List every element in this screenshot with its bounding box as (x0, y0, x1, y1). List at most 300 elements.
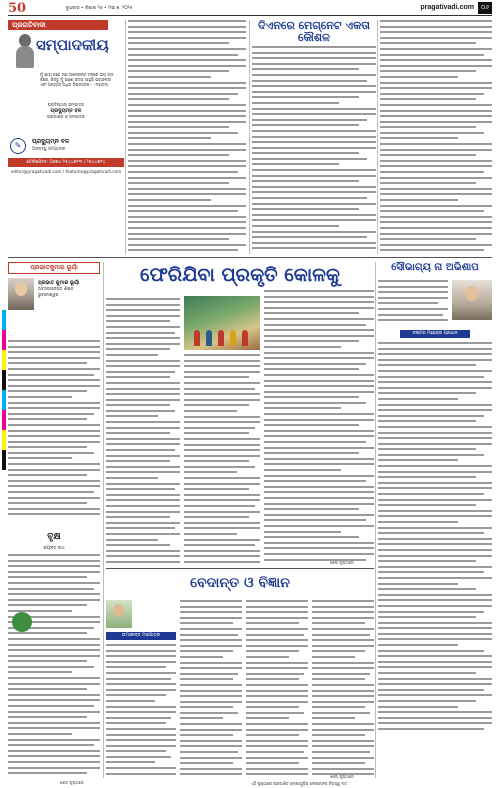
text-line (380, 165, 492, 167)
text-line (378, 409, 492, 411)
text-line (252, 108, 376, 110)
text-line (312, 606, 374, 608)
text-line (264, 413, 374, 415)
text-line (8, 711, 100, 713)
text-line (380, 98, 476, 100)
text-line (378, 291, 448, 293)
text-line (380, 42, 476, 44)
column3-body (252, 46, 376, 252)
text-line (378, 700, 476, 702)
column-divider (377, 20, 378, 254)
text-line (128, 227, 246, 229)
text-line (378, 487, 492, 489)
text-line (252, 225, 339, 227)
text-line (106, 371, 175, 373)
text-line (380, 193, 492, 195)
text-line (8, 688, 87, 690)
text-line (106, 376, 170, 378)
text-line (264, 503, 374, 505)
text-line (180, 723, 242, 725)
text-line (180, 600, 242, 602)
text-line (378, 728, 484, 730)
text-line (264, 525, 374, 527)
text-line (312, 712, 370, 714)
article1-author-photo (8, 278, 34, 310)
text-line (8, 727, 100, 729)
text-line (246, 745, 308, 747)
text-line (8, 513, 100, 515)
text-line (378, 515, 492, 517)
text-line (252, 231, 376, 233)
text-line (264, 519, 366, 521)
text-line (378, 493, 484, 495)
phone-bar: ଟେଲିଫୋନ: ୦୬୭୪-୨୫୪୪୭୧୩ / ୨୫୪୪୭୧୪ (8, 158, 124, 167)
text-line (380, 87, 492, 89)
text-line (252, 124, 359, 126)
article4-body-col2 (180, 600, 242, 778)
text-line (246, 757, 308, 759)
text-line (180, 751, 238, 753)
text-line (378, 308, 448, 310)
text-line (378, 454, 484, 456)
text-line (8, 430, 100, 432)
text-line (106, 449, 175, 451)
text-line (264, 419, 374, 421)
text-line (184, 544, 255, 546)
text-line (378, 588, 476, 590)
text-line (380, 26, 492, 28)
text-line (378, 633, 492, 635)
text-line (128, 82, 246, 84)
text-line (184, 371, 260, 373)
article4-title: ବେଦାନ୍ତ ଓ ବିଜ୍ଞାନ (190, 575, 290, 591)
text-line (106, 438, 180, 440)
text-line (312, 673, 370, 675)
text-line (106, 644, 176, 646)
date-line: ବୁଧବାର • ବିଶାଖ ୨୬ • ମଇ ୭, ୨୦୨୫ (66, 6, 133, 11)
text-line (252, 136, 376, 138)
text-line (184, 511, 260, 513)
text-line (378, 689, 484, 691)
text-line (180, 695, 242, 697)
text-line (378, 280, 448, 282)
text-line (8, 632, 87, 634)
text-line (264, 385, 374, 387)
text-line (246, 656, 289, 658)
text-line (180, 684, 242, 686)
text-line (312, 667, 374, 669)
text-line (378, 432, 492, 434)
text-line (184, 444, 260, 446)
text-line (8, 683, 100, 685)
text-line (8, 560, 100, 562)
column-divider (375, 262, 376, 778)
text-line (180, 729, 242, 731)
text-line (184, 539, 260, 541)
text-line (106, 700, 155, 702)
text-line (128, 31, 246, 33)
text-line (106, 477, 158, 479)
text-line (378, 650, 484, 652)
text-line (380, 76, 458, 78)
text-line (378, 448, 476, 450)
text-line (106, 304, 180, 306)
text-line (378, 555, 492, 557)
text-line (106, 388, 180, 390)
text-line (8, 571, 100, 573)
text-line (106, 471, 180, 473)
text-line (128, 154, 229, 156)
text-line (106, 427, 180, 429)
text-line (378, 398, 458, 400)
text-line (8, 755, 100, 757)
text-line (252, 208, 359, 210)
text-line (106, 399, 180, 401)
text-line (264, 340, 359, 342)
article4-author-photo (106, 600, 132, 628)
text-line (252, 152, 359, 154)
text-line (106, 533, 180, 535)
text-line (128, 216, 246, 218)
text-line (378, 638, 492, 640)
text-line (312, 729, 374, 731)
text-line (106, 455, 180, 457)
text-line (378, 348, 492, 350)
text-line (264, 380, 374, 382)
text-line (184, 460, 249, 462)
text-line (180, 740, 242, 742)
text-line (184, 505, 255, 507)
text-line (180, 701, 242, 703)
text-line (378, 616, 476, 618)
text-line (252, 96, 359, 98)
text-line (180, 678, 233, 680)
text-line (106, 650, 176, 652)
text-line (106, 522, 180, 524)
text-line (8, 340, 100, 342)
text-line (106, 432, 170, 434)
text-line (128, 171, 238, 173)
text-line (106, 421, 180, 423)
text-line (184, 421, 260, 423)
text-line (246, 667, 308, 669)
text-line (380, 160, 492, 162)
text-line (106, 365, 180, 367)
text-line (128, 177, 246, 179)
founder-name: ପ୍ରଦ୍ୟୁମ୍ନ ବଳ (50, 108, 82, 114)
text-line (128, 244, 246, 246)
text-line (264, 407, 341, 409)
text-line (106, 404, 170, 406)
website-link[interactable]: pragativadi.com (420, 4, 474, 11)
article4-continued: ଶେଷ ପୃଷ୍ଠାରେ (330, 774, 354, 779)
article4-author: ଉମାକାନ୍ତ ମହାପାତ୍ର (106, 632, 176, 640)
article3-continued: ଶେଷ ପୃଷ୍ଠାରେ (60, 780, 84, 785)
text-line (8, 638, 100, 640)
text-line (264, 312, 359, 314)
text-line (380, 93, 484, 95)
text-line (184, 388, 255, 390)
text-line (378, 359, 492, 361)
text-line (184, 382, 260, 384)
text-line (106, 460, 170, 462)
text-line (380, 20, 492, 22)
text-line (8, 435, 100, 437)
text-line (312, 701, 374, 703)
text-line (106, 745, 176, 747)
text-line (252, 147, 376, 149)
text-line (312, 617, 374, 619)
text-line (184, 527, 260, 529)
text-line (380, 31, 492, 33)
text-line (8, 739, 100, 741)
text-line (264, 553, 374, 555)
brand-strip: ପ୍ରଗତିବାଦୀ (8, 20, 108, 30)
text-line (128, 87, 246, 89)
text-line (378, 364, 476, 366)
text-line (380, 132, 484, 134)
text-line (246, 650, 299, 652)
text-line (180, 622, 233, 624)
text-line (184, 494, 260, 496)
text-line (128, 233, 246, 235)
text-line (264, 391, 374, 393)
article1-byline (38, 280, 100, 298)
text-line (128, 48, 246, 50)
text-line (246, 695, 308, 697)
text-line (264, 424, 359, 426)
text-line (252, 130, 376, 132)
text-line (8, 424, 100, 426)
text-line (378, 717, 492, 719)
text-line (264, 329, 374, 331)
text-line (106, 348, 170, 350)
text-line (378, 420, 476, 422)
text-line (378, 443, 492, 445)
text-line (264, 480, 366, 482)
text-line (180, 762, 233, 764)
text-line (106, 722, 166, 724)
text-line (378, 611, 484, 613)
text-line (246, 645, 308, 647)
text-line (106, 678, 171, 680)
text-line (184, 455, 260, 457)
text-line (378, 426, 492, 428)
text-line (380, 59, 492, 61)
text-line (106, 683, 176, 685)
text-line (106, 443, 180, 445)
gandhi-portrait (16, 34, 34, 68)
text-line (128, 98, 229, 100)
text-line (246, 684, 308, 686)
text-line (264, 318, 374, 320)
text-line (106, 728, 176, 730)
text-line (106, 672, 176, 674)
text-line (106, 494, 180, 496)
column-divider (103, 262, 104, 778)
text-line (8, 767, 100, 769)
text-line (378, 583, 458, 585)
editorial-title: ସମ୍ପାଦକୀୟ (36, 36, 109, 54)
text-line (246, 606, 308, 608)
text-line (264, 514, 374, 516)
text-line (378, 314, 443, 316)
text-line (252, 46, 376, 48)
text-line (264, 357, 374, 359)
text-line (246, 717, 289, 719)
text-line (264, 531, 341, 533)
text-line (106, 666, 166, 668)
text-line (380, 143, 492, 145)
text-line (252, 113, 376, 115)
text-line (128, 221, 246, 223)
text-line (184, 393, 260, 395)
article3-title: ବୃକ୍ଷ (47, 532, 61, 542)
text-line (246, 678, 299, 680)
text-line (128, 249, 238, 251)
text-line (246, 729, 308, 731)
text-line (8, 402, 100, 404)
text-line (8, 733, 72, 735)
pen-icon: ✎ (10, 138, 26, 154)
text-line (380, 54, 484, 56)
text-line (180, 706, 233, 708)
text-line (264, 475, 374, 477)
text-line (180, 611, 242, 613)
text-line (106, 527, 175, 529)
text-line (8, 374, 94, 376)
text-line (378, 353, 492, 355)
text-line (8, 671, 72, 673)
text-line (264, 435, 374, 437)
text-line (106, 499, 180, 501)
text-line (264, 396, 359, 398)
text-line (312, 757, 374, 759)
text-line (252, 175, 376, 177)
text-line (106, 761, 155, 763)
text-line (106, 354, 158, 356)
text-line (312, 645, 374, 647)
section-divider (106, 568, 374, 569)
text-line (8, 599, 100, 601)
text-line (8, 379, 100, 381)
text-line (8, 705, 94, 707)
text-line (8, 576, 87, 578)
page-header (8, 2, 492, 16)
text-line (8, 469, 100, 471)
text-line (252, 236, 367, 238)
text-line (8, 666, 94, 668)
text-line (106, 516, 170, 518)
text-line (252, 91, 376, 93)
text-line (378, 482, 492, 484)
text-line (264, 335, 374, 337)
text-line (128, 20, 246, 22)
text-line (246, 634, 304, 636)
text-line (252, 219, 376, 221)
text-line (312, 639, 374, 641)
text-line (8, 441, 100, 443)
text-line (264, 452, 359, 454)
text-line (128, 59, 246, 61)
text-line (128, 65, 246, 67)
text-line (378, 342, 492, 344)
text-line (8, 761, 100, 763)
text-line (106, 555, 180, 557)
text-line (128, 121, 246, 123)
text-line (8, 351, 100, 353)
text-line (128, 143, 246, 145)
text-line (252, 85, 376, 87)
text-line (312, 634, 370, 636)
article3-body (8, 554, 100, 780)
text-line (246, 734, 299, 736)
text-line (184, 550, 260, 552)
text-line (378, 476, 476, 478)
anniversary-logo: 50 (8, 1, 27, 16)
text-line (246, 690, 308, 692)
text-line (378, 571, 484, 573)
text-line (8, 604, 87, 606)
text-line (312, 745, 374, 747)
article2-intro (378, 280, 448, 328)
text-line (264, 441, 366, 443)
text-line (264, 363, 366, 365)
text-line (106, 483, 180, 485)
text-line (184, 360, 260, 362)
text-line (264, 307, 374, 309)
text-line (246, 611, 308, 613)
text-line (312, 628, 374, 630)
text-line (8, 357, 100, 359)
text-line (106, 689, 176, 691)
text-line (378, 415, 484, 417)
text-line (378, 672, 476, 674)
text-line (378, 499, 492, 501)
text-line (246, 751, 304, 753)
text-line (264, 352, 374, 354)
text-line (106, 550, 180, 552)
article1-author-tag: ପ୍ରଭାତକୁମାର ଭୂୟାଁ (8, 262, 100, 274)
text-line (378, 538, 492, 540)
text-line (264, 290, 374, 292)
text-line (246, 740, 308, 742)
text-line (264, 542, 374, 544)
text-line (180, 745, 242, 747)
text-line (106, 309, 180, 311)
text-line (378, 437, 492, 439)
text-line (106, 505, 180, 507)
text-line (180, 757, 242, 759)
text-line (8, 554, 100, 556)
text-line (128, 137, 211, 139)
text-line (180, 617, 242, 619)
text-line (312, 656, 355, 658)
text-line (312, 762, 365, 764)
text-line (378, 527, 492, 529)
text-line (8, 385, 100, 387)
text-line (8, 463, 100, 465)
text-line (380, 227, 492, 229)
text-line (180, 717, 223, 719)
text-line (106, 661, 176, 663)
text-line (106, 298, 180, 300)
text-line (246, 673, 304, 675)
text-line (180, 773, 242, 775)
text-line (184, 416, 260, 418)
tree-icon (12, 612, 32, 632)
email-line[interactable]: editor@pragativadi.com / features@pragativadi.com (10, 169, 122, 174)
